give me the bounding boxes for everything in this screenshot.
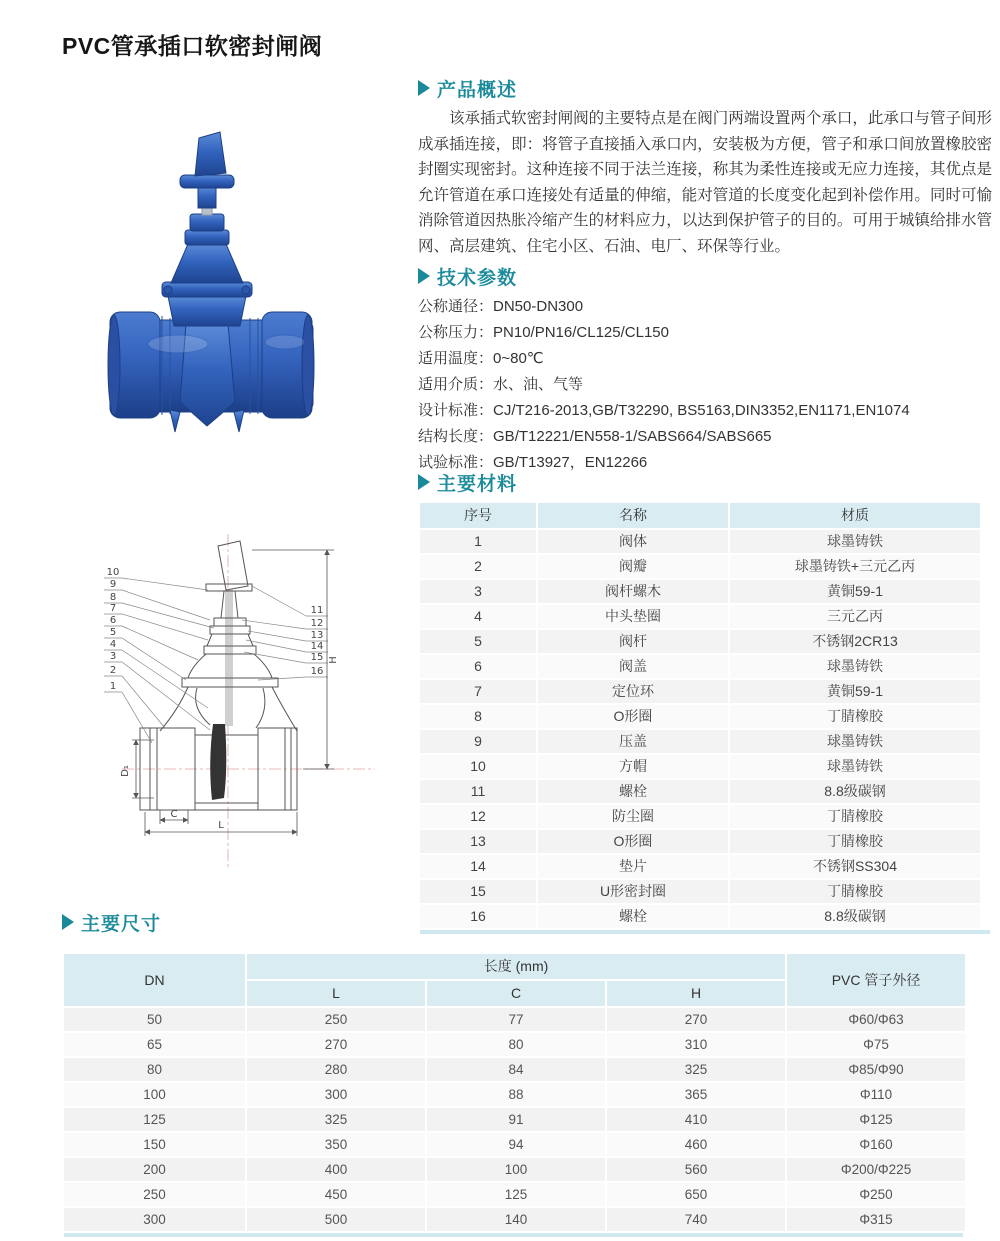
part-number-label: 5 xyxy=(109,627,117,638)
table-row xyxy=(420,680,980,703)
table-cell: 不锈钢SS304 xyxy=(730,855,980,878)
parameter-line xyxy=(418,372,992,398)
table-cell: 300 xyxy=(247,1083,425,1106)
table-cell: 2 xyxy=(420,555,536,578)
table-cell: 阀杆螺木 xyxy=(538,580,728,603)
column-header-index: 序号 xyxy=(420,503,536,528)
table-row xyxy=(420,880,980,903)
part-number-label: 13 xyxy=(310,630,324,641)
table-cell: Φ110 xyxy=(787,1083,965,1106)
table-cell: 80 xyxy=(64,1058,245,1081)
column-header-length-group: 长度 (mm) xyxy=(247,954,785,979)
table-cell: 250 xyxy=(64,1183,245,1206)
table-cell: 球墨铸铁 xyxy=(730,730,980,753)
table-cell: 88 xyxy=(427,1083,605,1106)
table-row xyxy=(420,855,980,878)
table-cell: 压盖 xyxy=(538,730,728,753)
arrow-right-icon xyxy=(418,268,430,284)
table-cell: 丁腈橡胶 xyxy=(730,705,980,728)
table-row xyxy=(64,1133,965,1156)
parameter-line xyxy=(418,398,992,424)
table-cell: 650 xyxy=(607,1183,785,1206)
table-cell: 13 xyxy=(420,830,536,853)
part-number-label: 12 xyxy=(310,618,324,629)
table-cell: 黄铜59-1 xyxy=(730,680,980,703)
table-cell: Φ315 xyxy=(787,1208,965,1231)
table-cell: 球墨铸铁+三元乙丙 xyxy=(730,555,980,578)
part-number-label: 14 xyxy=(310,641,324,652)
table-cell: 10 xyxy=(420,755,536,778)
column-header-name: 名称 xyxy=(538,503,728,528)
part-number-label: 15 xyxy=(310,652,324,663)
table-cell: 91 xyxy=(427,1108,605,1131)
table-cell: 14 xyxy=(420,855,536,878)
valve-cross-section-illustration xyxy=(60,528,400,878)
parameter-line xyxy=(418,320,992,346)
dimensions-table xyxy=(62,952,967,1233)
section-heading-label: 主要尺寸 xyxy=(81,913,162,935)
arrow-right-icon xyxy=(62,914,74,930)
table-cell: 8.8级碳钢 xyxy=(730,780,980,803)
table-cell: 三元乙丙 xyxy=(730,605,980,628)
column-header-c: C xyxy=(427,981,605,1006)
table-cell: 270 xyxy=(247,1033,425,1056)
section-materials xyxy=(418,470,992,934)
table-cell: O形圈 xyxy=(538,830,728,853)
table-cell: 350 xyxy=(247,1133,425,1156)
parameter-value: 水、油、气等 xyxy=(493,376,584,393)
dimension-label-h: H xyxy=(328,656,339,664)
table-cell: 中头垫圈 xyxy=(538,605,728,628)
table-row xyxy=(64,1158,965,1181)
table-cell: 阀瓣 xyxy=(538,555,728,578)
table-cell: 5 xyxy=(420,630,536,653)
parameter-value: PN10/PN16/CL125/CL150 xyxy=(493,324,669,341)
column-header-dn: DN xyxy=(64,954,245,1006)
valve-photo-illustration xyxy=(100,110,400,445)
table-cell: 螺栓 xyxy=(538,780,728,803)
table-cell: 6 xyxy=(420,655,536,678)
table-cell: 94 xyxy=(427,1133,605,1156)
table-cell: U形密封圈 xyxy=(538,880,728,903)
table-cell: 8.8级碳钢 xyxy=(730,905,980,928)
table-row xyxy=(64,1183,965,1206)
table-cell: 16 xyxy=(420,905,536,928)
table-cell: 不锈钢2CR13 xyxy=(730,630,980,653)
table-cell: Φ75 xyxy=(787,1033,965,1056)
table-cell: 丁腈橡胶 xyxy=(730,880,980,903)
parameter-value: GB/T13927，EN12266 xyxy=(493,454,648,471)
table-row xyxy=(420,755,980,778)
parameter-value: DN50-DN300 xyxy=(493,298,584,315)
section-heading xyxy=(418,76,992,100)
table-cell: 8 xyxy=(420,705,536,728)
table-cell: 球墨铸铁 xyxy=(730,755,980,778)
table-cell: 460 xyxy=(607,1133,785,1156)
parameter-line xyxy=(418,424,992,450)
page-title: PVC管承插口软密封闸阀 xyxy=(62,33,323,59)
section-heading xyxy=(418,264,992,288)
table-cell: Φ60/Φ63 xyxy=(787,1008,965,1031)
table-cell: 300 xyxy=(64,1208,245,1231)
table-row xyxy=(420,805,980,828)
part-number-label: 4 xyxy=(109,639,117,650)
table-cell: 325 xyxy=(247,1108,425,1131)
table-cell: 310 xyxy=(607,1033,785,1056)
table-cell: Φ250 xyxy=(787,1183,965,1206)
table-cell: 365 xyxy=(607,1083,785,1106)
table-cell: 50 xyxy=(64,1008,245,1031)
table-cell: 15 xyxy=(420,880,536,903)
parameter-label: 设计标准： xyxy=(418,402,494,419)
table-cell: 77 xyxy=(427,1008,605,1031)
table-row xyxy=(420,530,980,553)
table-cell: 410 xyxy=(607,1108,785,1131)
table-row xyxy=(420,630,980,653)
table-cell: 7 xyxy=(420,680,536,703)
table-cell: 球墨铸铁 xyxy=(730,655,980,678)
table-cell: 1 xyxy=(420,530,536,553)
product-photo xyxy=(100,110,400,445)
table-cell: 325 xyxy=(607,1058,785,1081)
table-cell: 270 xyxy=(607,1008,785,1031)
parameter-label: 适用介质： xyxy=(418,376,494,393)
table-cell: 450 xyxy=(247,1183,425,1206)
table-cell: 125 xyxy=(427,1183,605,1206)
dimension-label-d1: D₁ xyxy=(120,765,131,777)
table-cell: 方帽 xyxy=(538,755,728,778)
table-cell: Φ85/Φ90 xyxy=(787,1058,965,1081)
table-cell: 阀杆 xyxy=(538,630,728,653)
table-cell: 84 xyxy=(427,1058,605,1081)
table-cell: O形圈 xyxy=(538,705,728,728)
dimension-label-l: L xyxy=(218,820,224,831)
part-number-label: 9 xyxy=(109,579,117,590)
table-cell: 12 xyxy=(420,805,536,828)
table-row xyxy=(64,1058,965,1081)
section-dimensions xyxy=(62,910,965,1237)
table-cell: 4 xyxy=(420,605,536,628)
table-cell: Φ160 xyxy=(787,1133,965,1156)
table-cell: 丁腈橡胶 xyxy=(730,805,980,828)
table-cell: 560 xyxy=(607,1158,785,1181)
table-row xyxy=(420,555,980,578)
materials-table xyxy=(418,501,982,930)
table-cell: 定位环 xyxy=(538,680,728,703)
table-cell: Φ125 xyxy=(787,1108,965,1131)
table-row xyxy=(420,730,980,753)
table-cell: 80 xyxy=(427,1033,605,1056)
table-cell: 140 xyxy=(427,1208,605,1231)
overview-paragraph: 该承插式软密封闸阀的主要特点是在阀门两端设置两个承口，此承口与管子间形成承插连接，即：将管子直接插入承口内，安装极为方便，管子和承口间放置橡胶密封圈实现密封。这种连接不同于法兰连接，称其为柔性连接或无应力连接，其优点是允许管道在承口连接处有适量的伸缩，能对管道的长度变化起到补偿作用。同时可愉消除管道因热胀冷缩产生的材料应力，以达到保护管子的目的。可用于城镇给排水管网、高层建筑、住宅小区、石油、电厂、环保等行业。 xyxy=(418,110,992,255)
part-number-label: 2 xyxy=(109,665,117,676)
section-heading xyxy=(62,910,965,934)
part-number-label: 7 xyxy=(109,603,117,614)
parameter-label: 公称压力： xyxy=(418,324,494,341)
table-cell: 丁腈橡胶 xyxy=(730,830,980,853)
table-row xyxy=(64,1083,965,1106)
table-cell: 65 xyxy=(64,1033,245,1056)
table-cell: 阀体 xyxy=(538,530,728,553)
table-cell: 垫片 xyxy=(538,855,728,878)
part-number-label: 6 xyxy=(109,615,117,626)
parameter-label: 结构长度： xyxy=(418,428,494,445)
table-row xyxy=(420,580,980,603)
table-row xyxy=(420,780,980,803)
table-cell: 125 xyxy=(64,1108,245,1131)
parameter-list xyxy=(418,294,992,476)
part-number-label: 11 xyxy=(310,605,324,616)
table-row xyxy=(64,1008,965,1031)
table-cell: 阀盖 xyxy=(538,655,728,678)
table-cell: 500 xyxy=(247,1208,425,1231)
table-header-row xyxy=(420,503,980,528)
table-cell: 740 xyxy=(607,1208,785,1231)
part-number-label: 1 xyxy=(109,681,117,692)
parameter-value: GB/T12221/EN558-1/SABS664/SABS665 xyxy=(493,428,772,445)
table-row xyxy=(420,655,980,678)
table-cell: 280 xyxy=(247,1058,425,1081)
arrow-right-icon xyxy=(418,474,430,490)
arrow-right-icon xyxy=(418,80,430,96)
table-cell: 100 xyxy=(427,1158,605,1181)
parameter-label: 试验标准： xyxy=(418,454,494,471)
table-row xyxy=(420,605,980,628)
column-header-pvc-od: PVC 管子外径 xyxy=(787,954,965,1006)
parameter-value: CJ/T216-2013,GB/T32290, BS5163,DIN3352,EN1171,EN1074 xyxy=(493,402,910,419)
table-row xyxy=(64,1108,965,1131)
table-cell: 11 xyxy=(420,780,536,803)
section-overview xyxy=(418,76,992,259)
column-header-h: H xyxy=(607,981,785,1006)
table-row xyxy=(420,830,980,853)
table-cell: 100 xyxy=(64,1083,245,1106)
dimension-label-c: C xyxy=(170,809,178,820)
parameter-label: 公称通径： xyxy=(418,298,494,315)
table-cell: 球墨铸铁 xyxy=(730,530,980,553)
table-cell: Φ200/Φ225 xyxy=(787,1158,965,1181)
section-heading-label: 主要材料 xyxy=(437,473,518,495)
table-cell: 螺栓 xyxy=(538,905,728,928)
part-number-label: 16 xyxy=(310,666,324,677)
table-cell: 防尘圈 xyxy=(538,805,728,828)
technical-drawing xyxy=(60,528,400,878)
parameter-value: 0~80℃ xyxy=(493,350,544,367)
column-header-l: L xyxy=(247,981,425,1006)
part-number-label: 8 xyxy=(109,592,117,603)
part-number-label: 10 xyxy=(106,567,120,578)
table-row xyxy=(64,1208,965,1231)
table-row xyxy=(64,1033,965,1056)
column-header-material: 材质 xyxy=(730,503,980,528)
table-cell: 3 xyxy=(420,580,536,603)
parameter-label: 适用温度： xyxy=(418,350,494,367)
table-cell: 9 xyxy=(420,730,536,753)
table-cell: 200 xyxy=(64,1158,245,1181)
section-heading-label: 产品概述 xyxy=(437,79,518,101)
table-bottom-strip xyxy=(64,1233,963,1237)
table-cell: 150 xyxy=(64,1133,245,1156)
table-cell: 400 xyxy=(247,1158,425,1181)
section-heading xyxy=(418,470,992,494)
part-number-label: 3 xyxy=(109,651,117,662)
section-parameters xyxy=(418,264,992,476)
table-cell: 黄铜59-1 xyxy=(730,580,980,603)
table-cell: 250 xyxy=(247,1008,425,1031)
table-header-row xyxy=(64,954,965,979)
parameter-line xyxy=(418,294,992,320)
section-heading-label: 技术参数 xyxy=(437,267,518,289)
table-row xyxy=(420,705,980,728)
parameter-line xyxy=(418,346,992,372)
